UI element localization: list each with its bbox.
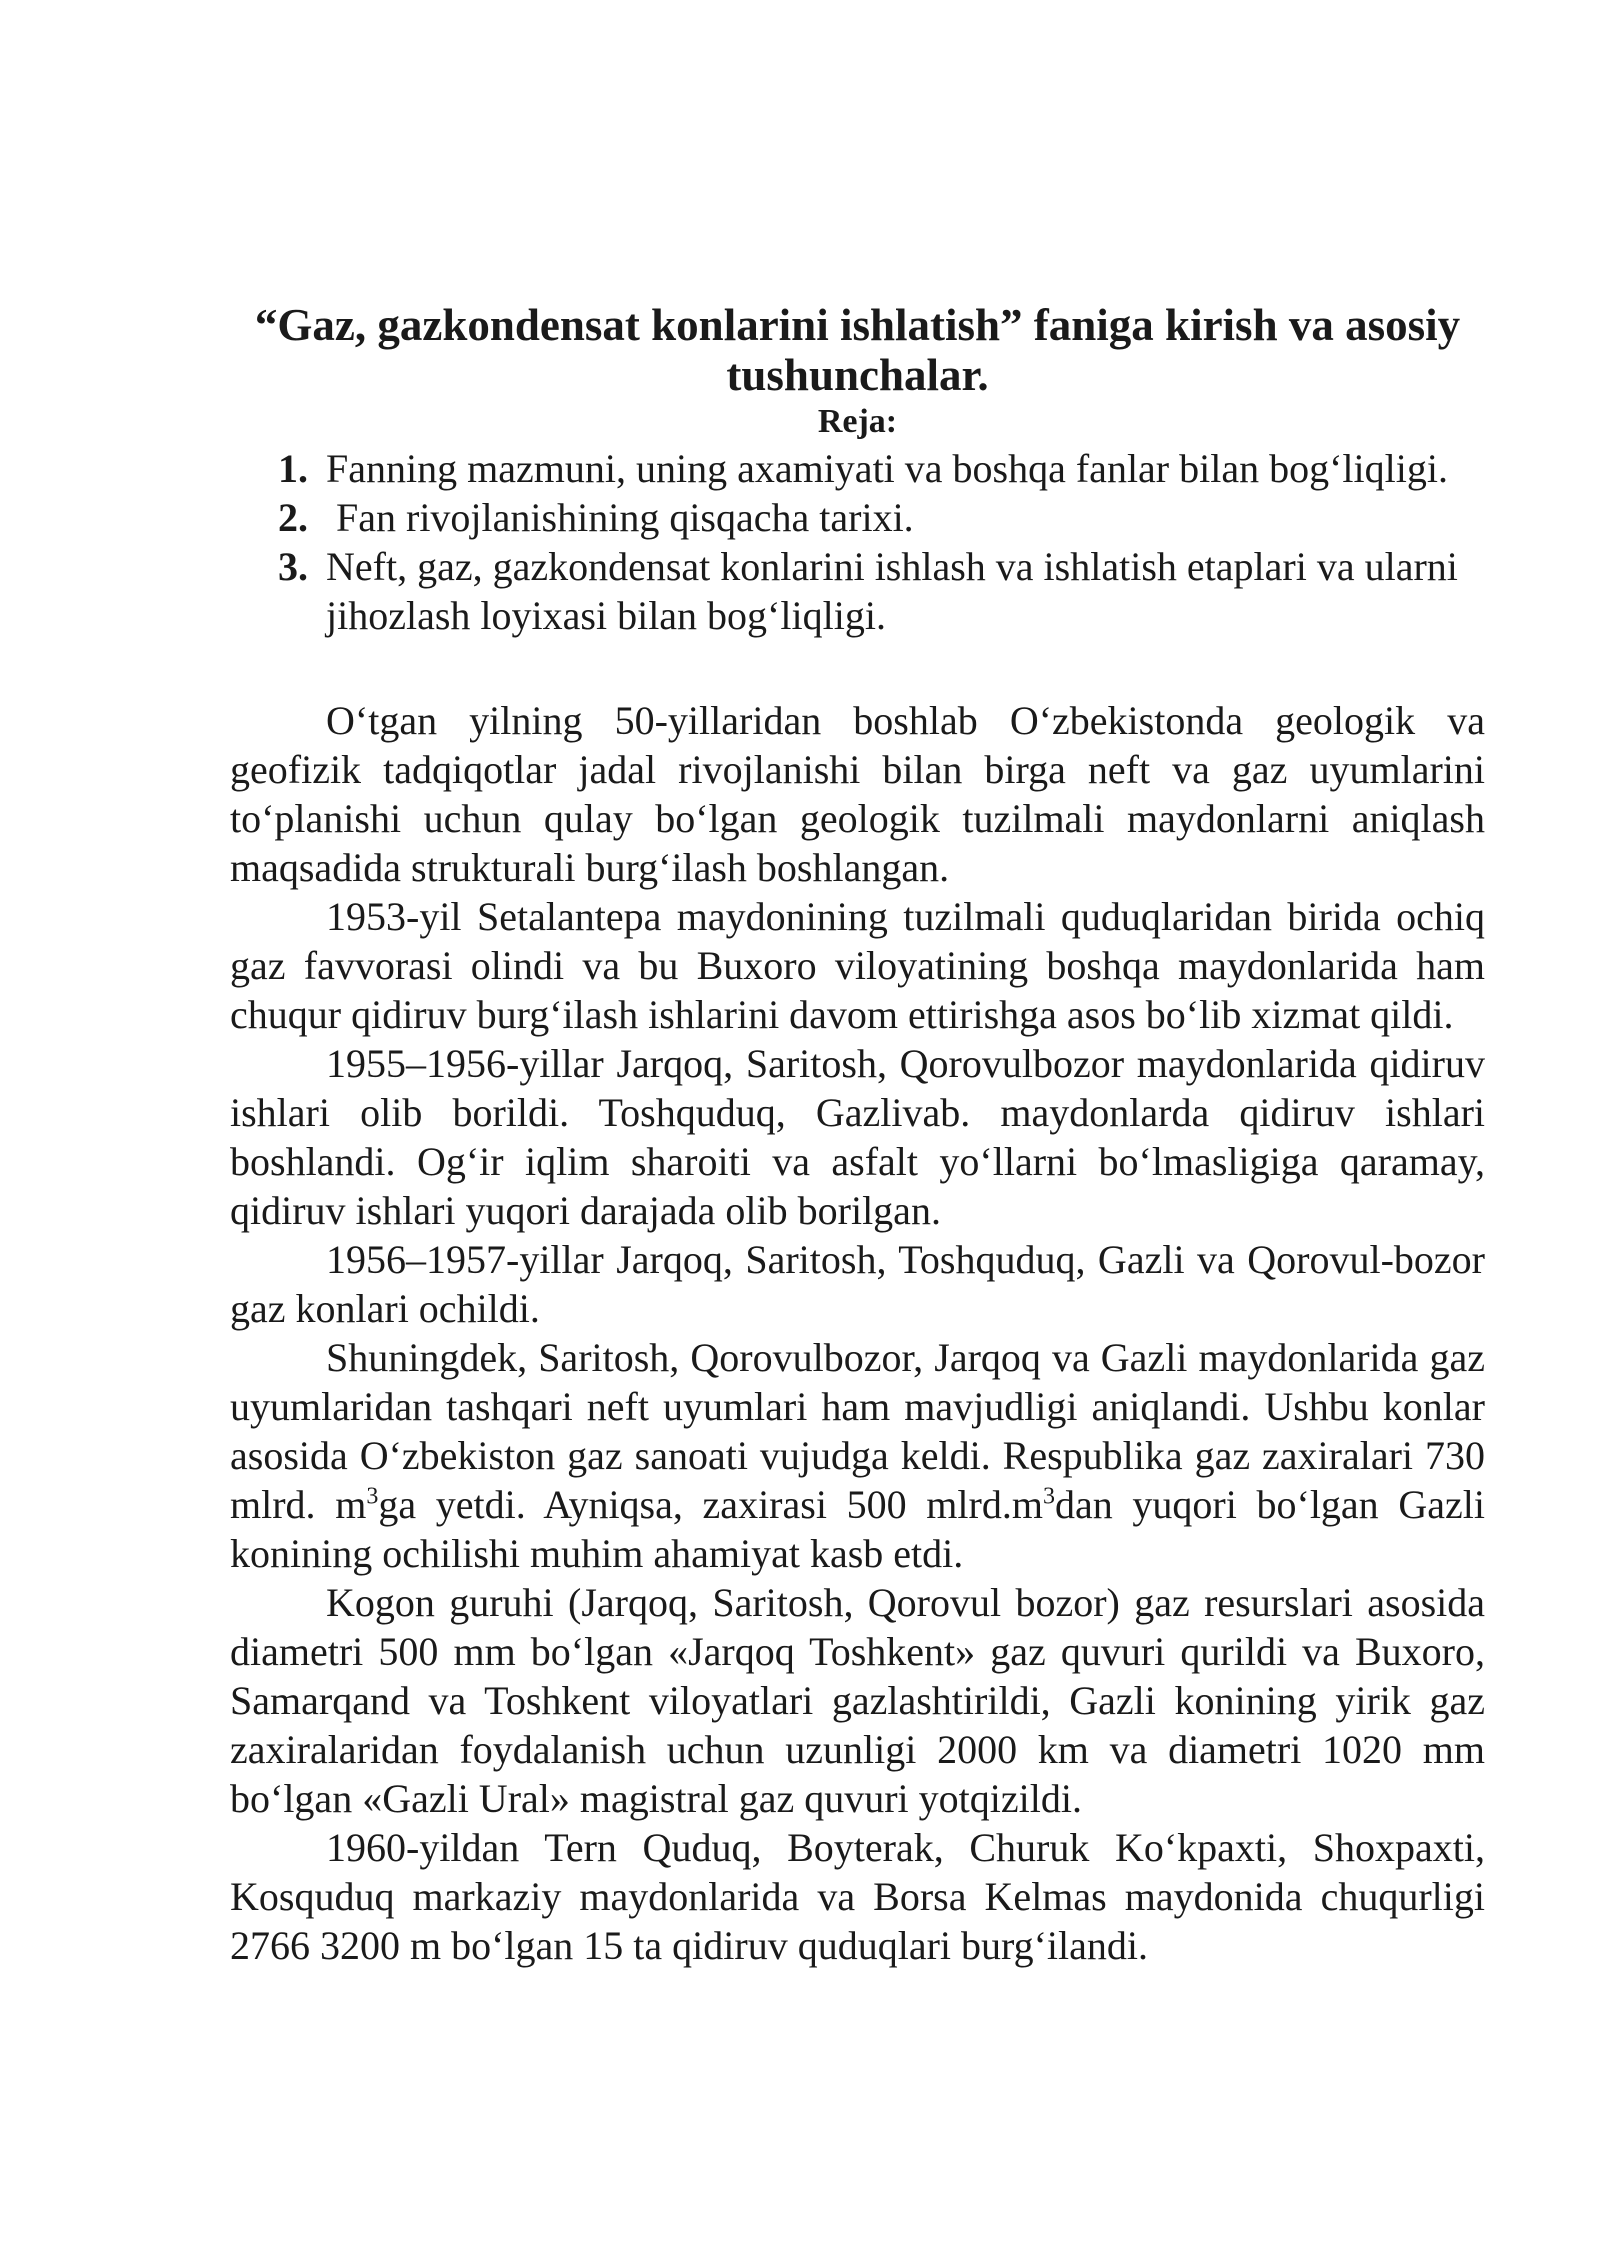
paragraph-5-part-c: dan yuqori bo‘lgan Gazli konining ochilishi muhim ahamiyat kasb etdi.: [230, 1482, 1485, 1576]
section-spacer: [230, 640, 1485, 696]
paragraph-5-part-b: ga yetdi. Ayniqsa, zaxirasi 500 mlrd.m: [378, 1482, 1043, 1527]
paragraph-3: 1955–1956-yillar Jarqoq, Saritosh, Qorovulbozor maydonlarida qidiruv ishlari olib borildi. Toshquduq, Gazlivab. maydonlarda qidiruv ishlari boshlandi. Og‘ir iqlim sharoiti va asfalt yo‘llarni bo‘lmasligiga qaramay, qidiruv ishlari yuqori darajada olib borilgan.: [230, 1041, 1485, 1233]
paragraph-2: 1953-yil Setalantepa maydonining tuzilmali quduqlaridan birida ochiq gaz favvorasi olindi va bu Buxoro viloyatining boshqa maydonlarida ham chuqur qidiruv burg‘ilash ishlarini davom ettirishga asos bo‘lib xizmat qildi.: [230, 894, 1485, 1037]
plan-item-number: 1.: [278, 446, 308, 491]
superscript-cube: 3: [1042, 1483, 1055, 1510]
document-title: “Gaz, gazkondensat konlarini ishlatish” faniga kirish va asosiy tushunchalar.: [254, 300, 1461, 400]
paragraph-5: [230, 1333, 1485, 1578]
plan-item: [278, 444, 1485, 493]
paragraph-6: Kogon guruhi (Jarqoq, Saritosh, Qorovul bozor) gaz resurslari asosida diametri 500 mm bo‘lgan «Jarqoq Toshkent» gaz quvuri qurildi va Buxoro, Samarqand va Toshkent viloyatlari gazlashtirildi, Gazli konining yirik gaz zaxiralaridan foydalanish uchun uzunligi 2000 km va diametri 1020 mm bo‘lgan «Gazli Ural» magistral gaz quvuri yotqizildi.: [230, 1580, 1485, 1821]
plan-item: [278, 542, 1485, 640]
paragraph-1: O‘tgan yilning 50-yillaridan boshlab O‘zbekistonda geologik va geofizik tadqiqotlar jadal rivojlanishi bilan birga neft va gaz uyumlarini to‘planishi uchun qulay bo‘lgan geologik tuzilmali maydonlarni aniqlash maqsadida strukturali burg‘ilash boshlangan.: [230, 698, 1485, 890]
paragraph-5-part-a: Shuningdek, Saritosh, Qorovulbozor, Jarqoq va Gazli maydonlarida gaz uyumlaridan tashqari neft uyumlari ham mavjudligi aniqlandi. Ushbu konlar asosida O‘zbekiston gaz sanoati vujudga keldi. Respublika gaz zaxiralari 730 mlrd. m: [230, 1335, 1485, 1527]
plan-item: [278, 493, 1485, 542]
plan-heading: Reja:: [817, 403, 898, 440]
paragraph-4: 1956–1957-yillar Jarqoq, Saritosh, Toshquduq, Gazli va Qorovul-bozor gaz konlari ochildi.: [230, 1237, 1485, 1331]
plan-item-number: 3.: [278, 544, 308, 589]
plan-list: [278, 444, 1485, 640]
superscript-cube: 3: [366, 1483, 379, 1510]
plan-item-text: Fanning mazmuni, uning axamiyati va boshqa fanlar bilan bog‘liqligi.: [326, 446, 1448, 491]
paragraph-7: 1960-yildan Tern Quduq, Boyterak, Churuk Ko‘kpaxti, Shoxpaxti, Kosquduq markaziy maydonlarida va Borsa Kelmas maydonida chuqurligi 2766 3200 m bo‘lgan 15 ta qidiruv quduqlari burg‘ilandi.: [230, 1825, 1485, 1968]
plan-item-text: Fan rivojlanishining qisqacha tarixi.: [326, 495, 914, 540]
document-page: [230, 300, 1485, 1970]
plan-item-text: Neft, gaz, gazkondensat konlarini ishlash va ishlatish etaplari va ularni jihozlash loyixasi bilan bog‘liqligi.: [326, 544, 1458, 638]
plan-item-number: 2.: [278, 495, 308, 540]
